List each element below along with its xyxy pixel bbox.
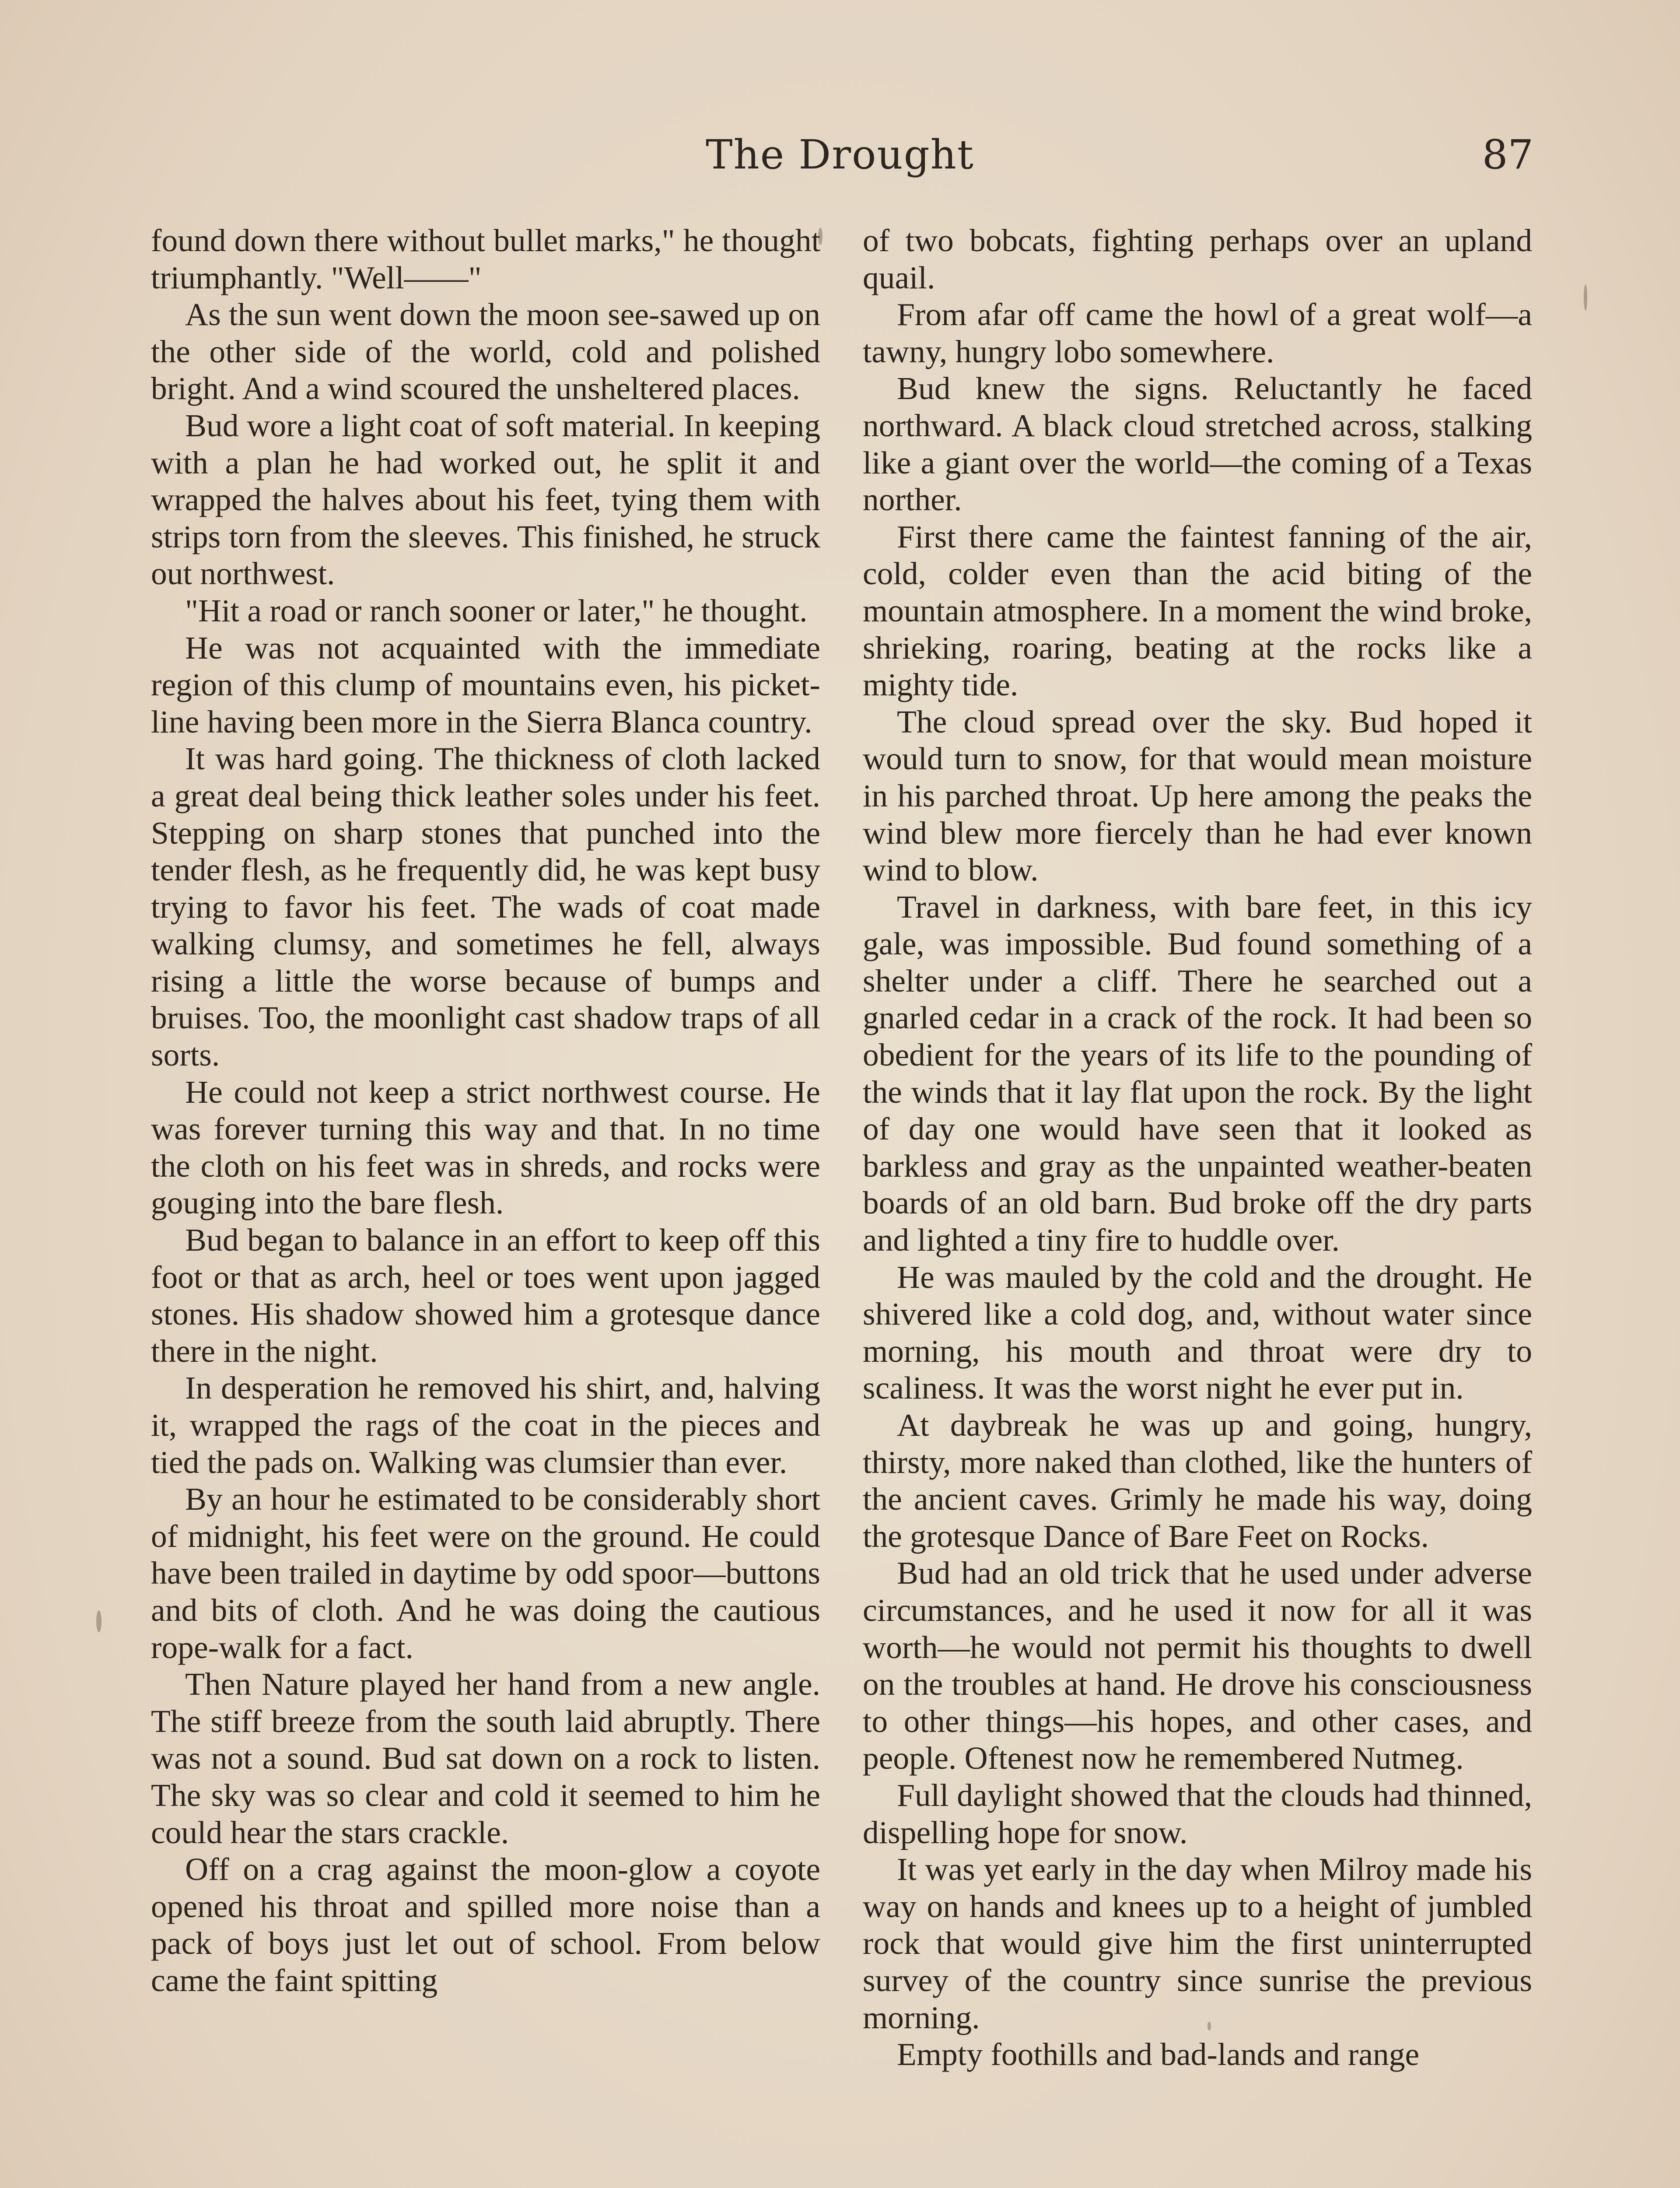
paragraph: First there came the faintest fanning of the air, cold, colder even than the acid biting of the mountain atmosphere. In a moment the wind broke, shrieking, roaring, beating at the rocks like a mighty tide. [863,519,1532,703]
paragraph: It was yet early in the day when Milroy made his way on hands and knees up to a height of jumbled rock that would give him the first uninterrupted survey of the country since sunrise the previous morning. [863,1851,1532,2035]
paragraph: Bud had an old trick that he used under adverse circumstances, and he used it now for all it was worth—he would not permit his thoughts to dwell on the troubles at hand. He drove his consciousness to other things—his hopes, and other cases, and people. Oftenest now he remembered Nutmeg. [863,1555,1532,1776]
paragraph: of two bobcats, fighting perhaps over an upland quail. [863,223,1532,295]
page-header [0,131,1680,193]
paragraph: Full daylight showed that the clouds had thinned, dispelling hope for snow. [863,1777,1532,1850]
paragraph: At daybreak he was up and going, hungry, thirsty, more naked than clothed, like the hunters of the ancient caves. Grimly he made his way, doing the grotesque Dance of Bare Feet on Rocks. [863,1407,1532,1554]
paragraph: He was mauled by the cold and the drought. He shivered like a cold dog, and, without water since morning, his mouth and throat were dry to scaliness. It was the worst night he ever put in. [863,1259,1532,1406]
paragraph: Empty foothills and bad-lands and range [897,2037,1420,2072]
paragraph: From afar off came the howl of a great wolf—a tawny, hungry lobo somewhere. [863,297,1532,369]
paragraph: found down there without bullet marks," he thought triumphantly. "Well——" [151,223,820,295]
page-number: 87 [1482,131,1533,178]
paragraph: He was not acquainted with the immediate region of this clump of mountains even, his picket-line having been more in the Sierra Blanca country. [151,630,820,740]
paragraph: It was hard going. The thickness of cloth lacked a great deal being thick leather soles under his feet. Stepping on sharp stones that punched into the tender flesh, as he frequently did, he was kept busy trying to favor his feet. The wads of coat made walking clumsy, and sometimes he fell, always rising a little the worse because of bumps and bruises. Too, the moonlight cast shadow traps of all sorts. [151,741,820,1073]
paragraph: By an hour he estimated to be considerably short of midnight, his feet were on the ground. He could have been trailed in daytime by odd spoor—buttons and bits of cloth. And he was doing the cautious rope-walk for a fact. [151,1481,820,1665]
paragraph: Bud wore a light coat of soft material. In keeping with a plan he had worked out, he split it and wrapped the halves about his feet, tying them with strips torn from the sleeves. This finished, he struck out northwest. [151,407,820,592]
paper-speck [1584,284,1587,311]
right-column [863,222,1532,2073]
paragraph: Off on a crag against the moon-glow a coyote opened his throat and spilled more noise than a pack of boys just let out of school. From below came the faint spitting [151,1851,820,1998]
paragraph: In desperation he removed his shirt, and, halving it, wrapped the rags of the coat in the pieces and tied the pads on. Walking was clumsier than ever. [151,1370,820,1480]
left-column [151,222,820,1999]
paragraph: Bud began to balance in an effort to keep off this foot or that as arch, heel or toes went upon jagged stones. His shadow showed him a grotesque dance there in the night. [151,1222,820,1369]
paragraph: The cloud spread over the sky. Bud hoped it would turn to snow, for that would mean moisture in his parched throat. Up here among the peaks the wind blew more fiercely than he had ever known wind to blow. [863,704,1532,888]
paragraph: Bud knew the signs. Reluctantly he faced northward. A black cloud stretched across, stalking like a giant over the world—the coming of a Texas norther. [863,371,1532,518]
running-title: The Drought [706,131,974,178]
paragraph: He could not keep a strict northwest course. He was forever turning this way and that. In no time the cloth on his feet was in shreds, and rocks were gouging into the bare flesh. [151,1074,820,1221]
paragraph: Travel in darkness, with bare feet, in this icy gale, was impossible. Bud found something of a shelter under a cliff. There he searched out a gnarled cedar in a crack of the rock. It had been so obedient for the years of its life to the pounding of the winds that it lay flat upon the rock. By the light of day one would have seen that it looked as barkless and gray as the unpainted weather-beaten boards of an old barn. Bud broke off the dry parts and lighted a tiny fire to huddle over. [863,889,1532,1258]
paragraph: As the sun went down the moon see-sawed up on the other side of the world, cold and polished bright. And a wind scoured the unsheltered places. [151,297,820,407]
paragraph: "Hit a road or ranch sooner or later," he thought. [185,593,808,628]
paper-speck [96,1610,102,1632]
paragraph: Then Nature played her hand from a new angle. The stiff breeze from the south laid abruptly. There was not a sound. Bud sat down on a rock to listen. The sky was so clear and cold it seemed to him he could hear the stars crackle. [151,1666,820,1850]
